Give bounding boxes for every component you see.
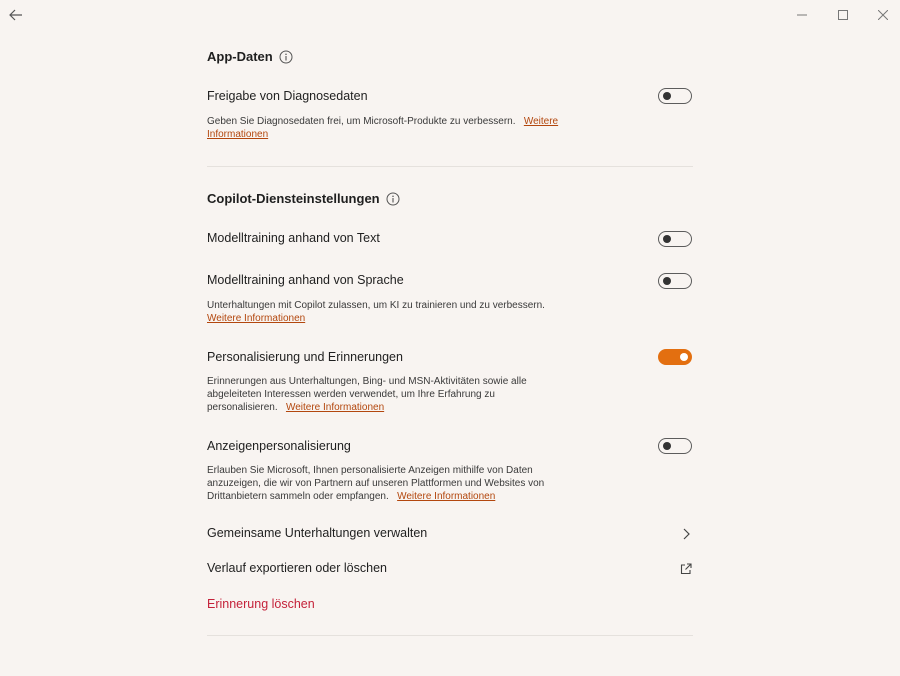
section-divider bbox=[207, 166, 693, 167]
diagnostics-toggle[interactable] bbox=[658, 88, 692, 104]
section-header-copilot bbox=[207, 191, 400, 206]
text-training-title: Modelltraining anhand von Text bbox=[207, 231, 380, 245]
description-text: Erinnerungen aus Unterhaltungen, Bing- und MSN-Aktivitäten sowie alle abgeleiteten Interessen werden verwendet, um Ihre Erfahrung zu personalisieren. bbox=[207, 376, 527, 413]
text-training-toggle[interactable] bbox=[658, 231, 692, 247]
title-bar bbox=[0, 0, 900, 30]
voice-training-description bbox=[207, 299, 567, 325]
back-arrow-icon[interactable] bbox=[6, 5, 26, 25]
learn-more-link[interactable]: Weitere Informationen bbox=[207, 116, 559, 140]
export-history-link[interactable]: Verlauf exportieren oder löschen bbox=[207, 561, 387, 575]
personalization-description bbox=[207, 375, 557, 414]
chevron-right-icon[interactable] bbox=[679, 527, 693, 541]
description-text: Unterhaltungen mit Copilot zulassen, um KI zu trainieren und zu verbessern. bbox=[207, 300, 545, 311]
learn-more-link[interactable]: Weitere Informationen bbox=[207, 313, 306, 324]
section-title: App-Daten bbox=[207, 49, 273, 64]
minimize-icon[interactable] bbox=[791, 4, 813, 26]
close-icon[interactable] bbox=[872, 4, 894, 26]
learn-more-link[interactable]: Weitere Informationen bbox=[285, 402, 385, 413]
ads-title: Anzeigenpersonalisierung bbox=[207, 439, 351, 453]
ads-description bbox=[207, 464, 562, 503]
personalization-toggle[interactable] bbox=[658, 349, 692, 365]
section-divider bbox=[207, 635, 693, 636]
toggle-knob bbox=[680, 353, 688, 361]
delete-memory-button[interactable]: Erinnerung löschen bbox=[207, 597, 315, 611]
diagnostics-title: Freigabe von Diagnosedaten bbox=[207, 89, 368, 103]
voice-training-title: Modelltraining anhand von Sprache bbox=[207, 273, 404, 287]
toggle-knob bbox=[663, 442, 671, 450]
maximize-icon[interactable] bbox=[832, 4, 854, 26]
description-text: Geben Sie Diagnosedaten frei, um Microsoft-Produkte zu verbessern. bbox=[207, 116, 516, 127]
description-text: Erlauben Sie Microsoft, Ihnen personalisierte Anzeigen mithilfe von Daten anzuzeigen, die wir von Partnern auf unseren Plattformen und Websites von Drittanbietern sammeln oder empfangen. bbox=[207, 465, 545, 502]
shared-conversations-link[interactable]: Gemeinsame Unterhaltungen verwalten bbox=[207, 526, 428, 540]
info-icon[interactable] bbox=[279, 50, 293, 64]
ads-toggle[interactable] bbox=[658, 438, 692, 454]
learn-more-link[interactable]: Weitere Informationen bbox=[397, 491, 496, 502]
toggle-knob bbox=[663, 277, 671, 285]
voice-training-toggle[interactable] bbox=[658, 273, 692, 289]
external-link-icon[interactable] bbox=[679, 562, 693, 576]
info-icon[interactable] bbox=[386, 192, 400, 206]
section-header-app-data bbox=[207, 49, 293, 64]
toggle-knob bbox=[663, 92, 671, 100]
section-title: Copilot-Diensteinstellungen bbox=[207, 191, 380, 206]
personalization-title: Personalisierung und Erinnerungen bbox=[207, 350, 403, 364]
toggle-knob bbox=[663, 235, 671, 243]
diagnostics-description bbox=[207, 115, 567, 141]
